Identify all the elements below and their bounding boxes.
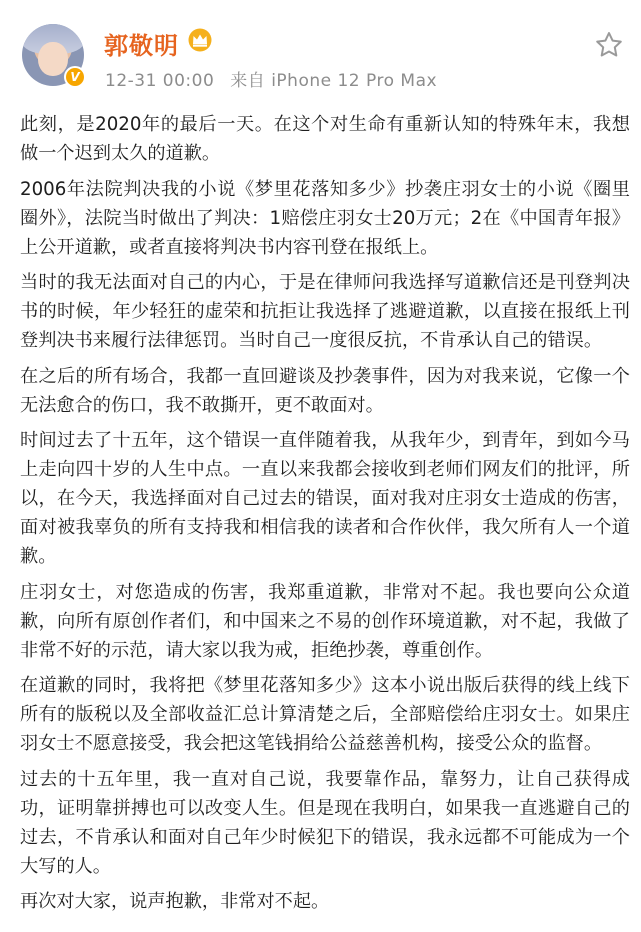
post-paragraph: 时间过去了十五年，这个错误一直伴随着我，从我年少，到青年，到如今马上走向四十岁的人生中点。一直以来我都会接收到老师们网友们的批评，所以，在今天，我选择面对自己过去的错误，面对我对庄羽女士造成的伤害，面对被我辜负的所有支持我和相信我的读者和合作伙伴，我欠所有人一个道歉。 <box>20 430 630 567</box>
post-source: 来自 iPhone 12 Pro Max <box>230 71 438 91</box>
post-paragraph: 2006年法院判决我的小说《梦里花落知多少》抄袭庄羽女士的小说《圈里圈外》，法院当时做出了判决：1赔偿庄羽女士20万元；2在《中国青年报》上公开道歉，或者直接将判决书内容刊登在报纸上。 <box>20 178 630 258</box>
crown-icon[interactable] <box>187 28 213 52</box>
author-name[interactable]: 郭敬明 <box>104 32 179 60</box>
post-meta <box>105 66 453 91</box>
post-body <box>20 110 630 923</box>
post-paragraph: 当时的我无法面对自己的内心，于是在律师问我选择写道歉信还是刊登判决书的时候，年少轻狂的虚荣和抗拒让我选择了逃避道歉，以直接在报纸上刊登判决书来履行法律惩罚。当时自己一度很反抗，不肯承认自己的错误。 <box>20 272 630 351</box>
post-paragraph: 再次对大家，说声抱歉，非常对不起。 <box>20 891 330 912</box>
post-header <box>0 0 641 104</box>
post-timestamp: 12-31 00:00 <box>105 71 215 91</box>
post-paragraph: 此刻，是2020年的最后一天。在这个对生命有重新认知的特殊年末，我想做一个迟到太久的道歉。 <box>20 114 630 164</box>
post-paragraph: 庄羽女士，对您造成的伤害，我郑重道歉，非常对不起。我也要向公众道歉，向所有原创作者们，和中国来之不易的创作环境道歉，对不起，我做了非常不好的示范，请大家以我为戒，拒绝抄袭，尊重创作。 <box>20 581 630 661</box>
post-paragraph: 在之后的所有场合，我都一直回避谈及抄袭事件，因为对我来说，它像一个无法愈合的伤口，我不敢撕开，更不敢面对。 <box>20 365 630 416</box>
verified-badge-icon: V <box>64 66 86 88</box>
star-icon[interactable] <box>594 30 624 60</box>
post-paragraph: 在道歉的同时，我将把《梦里花落知多少》这本小说出版后获得的线上线下所有的版税以及全部收益汇总计算清楚之后，全部赔偿给庄羽女士。如果庄羽女士不愿意接受，我会把这笔钱捐给公益慈善机构，接受公众的监督。 <box>20 675 630 754</box>
post-paragraph: 过去的十五年里，我一直对自己说，我要靠作品，靠努力，让自己获得成功，证明靠拼搏也可以改变人生。但是现在我明白，如果我一直逃避自己的过去，不肯承认和面对自己年少时候犯下的错误，我永远都不可能成为一个大写的人。 <box>20 768 630 877</box>
avatar-face <box>38 42 68 76</box>
